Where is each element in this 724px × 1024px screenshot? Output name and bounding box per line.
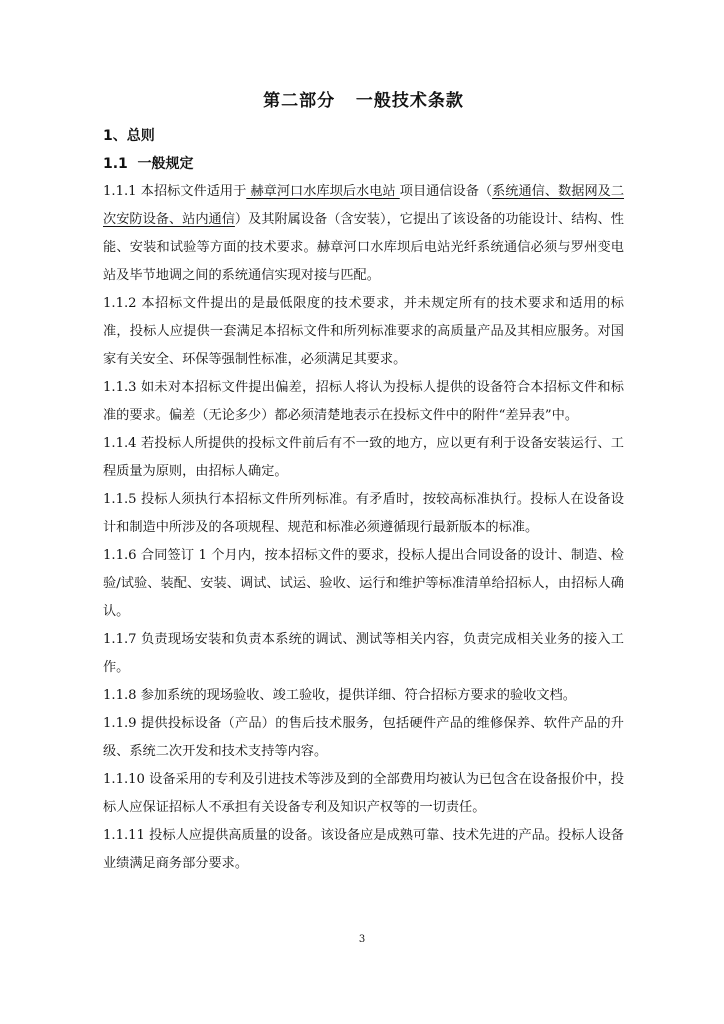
clause-1-1-4: 1.1.4 若投标人所提供的投标文件前后有不一致的地方，应以更有利于设备安装运行、工程质量为原则，由招标人确定。 bbox=[103, 436, 624, 479]
document-title: 第二部分 一般技术条款 bbox=[263, 91, 464, 111]
clause-1-1-6: 1.1.6 合同签订 1 个月内，按本招标文件的要求，投标人提出合同设备的设计、制造、检验/试验、装配、安装、调试、试运、验收、运行和维护等标准清单给招标人，由招标人确认。 bbox=[103, 548, 624, 619]
clause-1-1-1-middle: 项目通信设备（ bbox=[399, 184, 493, 199]
clause-1-1-8: 1.1.8 参加系统的现场验收、竣工验收，提供详细、符合招标方要求的验收文档。 bbox=[103, 688, 576, 703]
clause-1-1-9: 1.1.9 提供投标设备（产品）的售后技术服务，包括硬件产品的维修保养、软件产品的升级、系统二次开发和技术支持等内容。 bbox=[103, 716, 624, 759]
clause-1-1-1 bbox=[103, 178, 624, 290]
clause-1-1-2: 1.1.2 本招标文件提出的是最低限度的技术要求，并未规定所有的技术要求和适用的标准，投标人应提供一套满足本招标文件和所列标准要求的高质量产品及其相应服务。对国家有关安全、环保等强制性标准，必须满足其要求。 bbox=[103, 296, 624, 367]
page-number: 3 bbox=[358, 934, 366, 945]
document-page bbox=[103, 86, 624, 878]
clause-1-1-11: 1.1.11 投标人应提供高质量的设备。该设备应是成熟可靠、技术先进的产品。投标人设备业绩满足商务部分要求。 bbox=[103, 828, 624, 871]
clause-1-1-1-prefix: 1.1.1 本招标文件适用于 bbox=[103, 184, 247, 199]
clause-1-1-3: 1.1.3 如未对本招标文件提出偏差，招标人将认为投标人提供的设备符合本招标文件和标准的要求。偏差（无论多少）都必须清楚地表示在投标文件中的附件“差异表”中。 bbox=[103, 380, 624, 423]
clause-1-1-7: 1.1.7 负责现场安装和负责本系统的调试、测试等相关内容，负责完成相关业务的接入工作。 bbox=[103, 632, 624, 675]
project-name: 赫章河口水库坝后水电站 bbox=[246, 184, 400, 199]
equipment-scope: 系统通信、数据网及二次安防设备、站内通信 bbox=[103, 184, 625, 227]
clause-1-1-5: 1.1.5 投标人须执行本招标文件所列标准。有矛盾时，按较高标准执行。投标人在设备设计和制造中所涉及的各项规程、规范和标准必须遵循现行最新版本的标准。 bbox=[103, 492, 624, 535]
section-heading: 1、总则 bbox=[103, 128, 155, 144]
clause-1-1-1-suffix: ）及其附属设备（含安装），它提出了该设备的功能设计、结构、性能、安装和试验等方面的技术要求。赫章河口水库坝后电站光纤系统通信必须与罗州变电站及毕节地调之间的系统通信实现对接与匹配。 bbox=[103, 212, 624, 283]
subsection-heading: 1.1 一般规定 bbox=[103, 156, 194, 172]
clause-1-1-10: 1.1.10 设备采用的专利及引进技术等涉及到的全部费用均被认为已包含在设备报价中，投标人应保证招标人不承担有关设备专利及知识产权等的一切责任。 bbox=[103, 772, 624, 815]
